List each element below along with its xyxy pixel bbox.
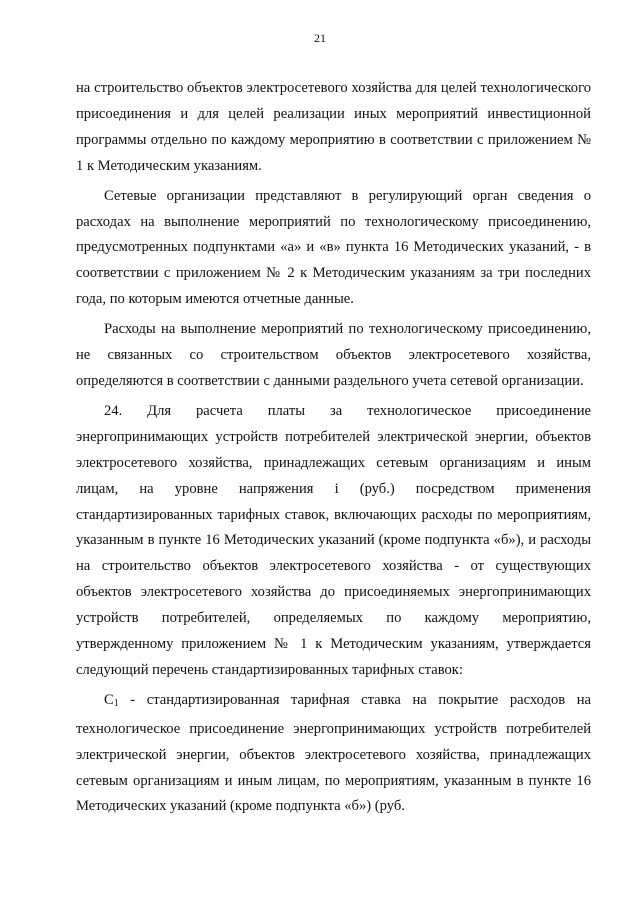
paragraph-5	[76, 688, 591, 821]
paragraph-2: Сетевые организации представляют в регулирующий орган сведения о расходах на выполнение мероприятий по технологическому присоединению, предусмотренных подпунктами «а» и «в» пункта 16 Методических указаний, - в соответствии с приложением № 2 к Методическим указаниям за три последних года, по которым имеются отчетные данные.	[76, 187, 591, 308]
rate-symbol: C	[104, 691, 114, 708]
paragraph-1: на строительство объектов электросетевого хозяйства для целей технологического присоединения и для целей реализации иных мероприятий инвестиционной программы отдельно по каждому мероприятию в соответствии с приложением № 1 к Методическим указаниям.	[76, 80, 591, 174]
paragraph-4: 24. Для расчета платы за технологическое присоединение энергопринимающих устройств потребителей электрической энергии, объектов электросетевого хозяйства, принадлежащих сетевым организациям и иным лицам, на уровне напряжения i (руб.) посредством применения стандартизированных тарифных ставок, включающих расходы по мероприятиям, указанным в пункте 16 Методических указаний (кроме подпункта «б»), и расходы на строительство объектов электросетевого хозяйства - от существующих объектов электросетевого хозяйства до присоединяемых энергопринимающих устройств потребителей, определяемых по каждому мероприятию, утвержденному приложением № 1 к Методическим указаниям, утверждается следующий перечень стандартизированных тарифных ставок:	[76, 402, 591, 678]
rate-subscript: 1	[113, 697, 119, 709]
paragraph-5-text: - стандартизированная тарифная ставка на покрытие расходов на технологическое присоединение энергопринимающих устройств потребителей электрической энергии, объектов электросетевого хозяйства, принадлежащих сетевым организациям и иным лицам, по мероприятиям, указанным в пункте 16 Методических указаний (кроме подпункта «б») (руб.	[76, 691, 591, 815]
page-number: 21	[314, 31, 326, 45]
paragraph-3: Расходы на выполнение мероприятий по технологическому присоединению, не связанных со строительством объектов электросетевого хозяйства, определяются в соответствии с данными раздельного учета сетевой организации.	[76, 321, 591, 389]
document-body	[76, 76, 591, 820]
